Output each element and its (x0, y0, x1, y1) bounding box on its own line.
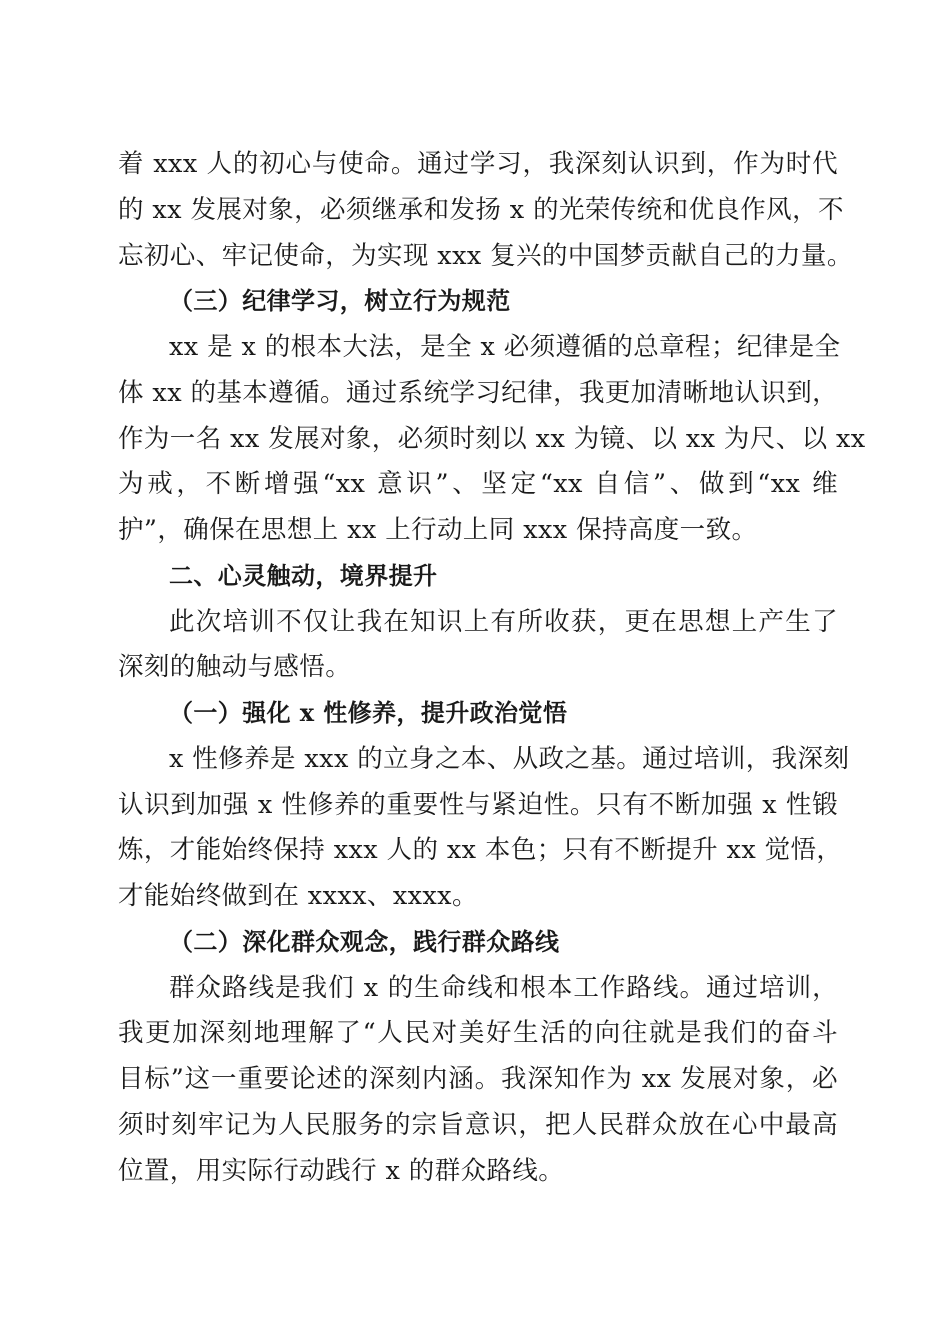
paragraph-line: 作为一名 xx 发展对象，必须时刻以 xx 为镜、以 xx 为尺、以 xx (118, 424, 866, 454)
paragraph-line: 忘初心、牢记使命，为实现 xxx 复兴的中国梦贡献自己的力量。 (118, 241, 853, 271)
paragraph-line: 才能始终做到在 xxxx、xxxx。 (118, 881, 478, 911)
chapter-heading: 二、心灵触动，境界提升 (169, 562, 438, 590)
paragraph-line: 目标”这一重要论述的深刻内涵。我深知作为 xx 发展对象，必 (118, 1064, 838, 1094)
paragraph-line: 群众路线是我们 x 的生命线和根本工作路线。通过培训， (169, 973, 838, 1003)
paragraph-line: 炼，才能始终保持 xxx 人的 xx 本色；只有不断提升 xx 觉悟， (118, 835, 843, 865)
paragraph-line: 认识到加强 x 性修养的重要性与紧迫性。只有不断加强 x 性锻 (118, 790, 838, 820)
paragraph-line: 着 xxx 人的初心与使命。通过学习，我深刻认识到，作为时代 (118, 149, 838, 179)
paragraph-line: 须时刻牢记为人民服务的宗旨意识，把人民群众放在心中最高 (118, 1110, 838, 1140)
section-heading: （三）纪律学习，树立行为规范 (169, 286, 511, 315)
section-heading: （二）深化群众观念，践行群众路线 (169, 927, 560, 956)
paragraph-line: 为戒，不断增强“xx 意识”、坚定“xx 自信”、做到“xx 维 (118, 469, 838, 499)
paragraph-line: 位置，用实际行动践行 x 的群众路线。 (118, 1156, 565, 1186)
paragraph-line: 我更加深刻地理解了“人民对美好生活的向往就是我们的奋斗 (118, 1018, 838, 1048)
section-heading: （一）强化 x 性修养，提升政治觉悟 (169, 698, 568, 727)
paragraph-line: 的 xx 发展对象，必须继承和发扬 x 的光荣传统和优良作风，不 (118, 195, 844, 225)
paragraph-line: x 性修养是 xxx 的立身之本、从政之基。通过培训，我深刻 (169, 744, 850, 774)
paragraph-line: 护”，确保在思想上 xx 上行动上同 xxx 保持高度一致。 (118, 515, 758, 545)
paragraph-line: 此次培训不仅让我在知识上有所收获，更在思想上产生了 (169, 607, 838, 637)
paragraph-line: 深刻的触动与感悟。 (118, 652, 352, 682)
paragraph-line: 体 xx 的基本遵循。通过系统学习纪律，我更加清晰地认识到， (118, 378, 838, 408)
paragraph-line: xx 是 x 的根本大法，是全 x 必须遵循的总章程；纪律是全 (169, 332, 841, 362)
